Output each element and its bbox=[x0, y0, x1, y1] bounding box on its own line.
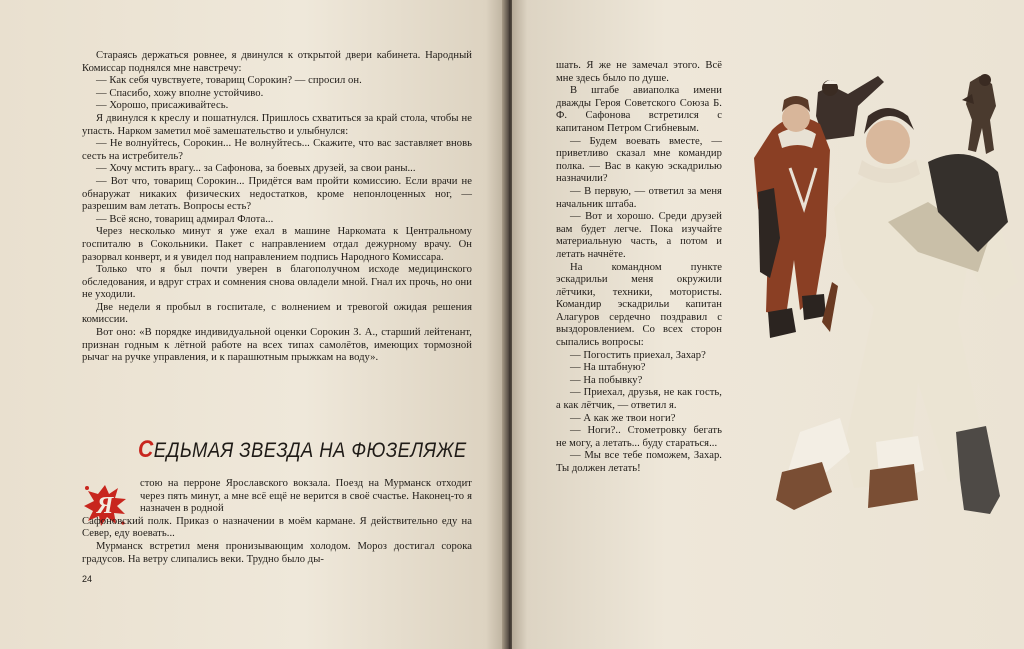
page-number: 24 bbox=[82, 574, 93, 584]
paragraph: — Вот что, товарищ Сорокин... Придётся вам пройти комиссию. Если врачи не обнаружат никаких физических недостатков, кроме непонлоценных ног, — разрешим вам летать. Вопросы есть? bbox=[82, 175, 472, 213]
chapter-heading-cap: С bbox=[138, 436, 154, 463]
chapter-heading bbox=[138, 436, 467, 464]
paragraph: На командном пункте эскадрильи меня окружили лётчики, техники, мотористы. Командир эскадрильи капитан Алагуров сердечно поздравил с выздоровлением. Со всех сторон сыпались вопросы: bbox=[556, 261, 722, 349]
paragraph: Стараясь держаться ровнее, я двинулся к открытой двери кабинета. Народный Комиссар поднялся мне навстречу: bbox=[82, 50, 472, 74]
paragraph: — Приехал, друзья, не как гость, а как лётчик, — ответил я. bbox=[556, 387, 722, 412]
paragraph: — В первую, — ответил за меня начальник штаба. bbox=[556, 185, 722, 210]
paragraph: — Ноги?.. Стометровку бегать не могу, а летать... буду стараться... bbox=[556, 425, 722, 449]
right-page-text bbox=[556, 60, 722, 476]
paragraph: — Как себя чувствуете, товарищ Сорокин? — спросил он. bbox=[96, 75, 362, 87]
paragraph: Сафоновский полк. Приказ о назначении в моём кармане. Я действительно еду на Север, еду воевать... bbox=[82, 515, 472, 540]
paragraph: Мурманск встретил меня пронизывающим холодом. Мороз достигал сорока градусов. На ветру слипались веки. Трудно было ды- bbox=[82, 540, 472, 565]
distant-pilot-figure bbox=[962, 74, 996, 154]
pilots-illustration bbox=[738, 72, 1024, 552]
paragraph: стою на перроне Ярославского вокзала. Поезд на Мурманск отходит через пять минут, а мне всё ещё не верится в своё счастье. Наконец-то я назначен в родной bbox=[140, 478, 472, 515]
chapter-heading-text: ЕДЬМАЯ ЗВЕЗДА НА ФЮЗЕЛЯЖЕ bbox=[153, 439, 467, 462]
paragraph: — Хорошо, присаживайтесь. bbox=[96, 100, 229, 112]
paragraph: — Будем воевать вместе, — приветливо сказал мне командир полка. — Вас в какую эскадрилью назначили? bbox=[556, 135, 722, 185]
paragraph: — На побывку? bbox=[570, 374, 643, 386]
drop-cap-letter: Я bbox=[96, 493, 114, 519]
paragraph: — Спасибо, хожу вполне устойчиво. bbox=[96, 87, 264, 99]
paragraph: В штабе авиаполка имени дважды Героя Советского Союза Б. Ф. Сафонова встретился с капитаном Петром Сгибневым. bbox=[556, 85, 722, 134]
paragraph: — А как же твои ноги? bbox=[570, 412, 676, 424]
paragraph: Через несколько минут я уже ехал в машине Наркомата к Центральному госпиталю в Сокольники. Пакет с направлением отдал дежурному врачу. Он разорвал конверт, и я увидел под направлением подпись Народного Комиссара. bbox=[82, 226, 472, 263]
paragraph: Только что я был почти уверен в благополучном исходе медицинского обследования, и вдруг страх и сомнения снова овладели мной. Гнал их прочь, но они не уходили. bbox=[82, 264, 472, 301]
paragraph: — Погостить приехал, Захар? bbox=[570, 349, 706, 361]
right-page bbox=[512, 0, 1024, 649]
brown-suit-pilot-figure bbox=[754, 96, 830, 338]
paragraph: — Хочу мстить врагу... за Сафонова, за боевых друзей, за свои раны... bbox=[96, 163, 416, 175]
paragraph: — Мы все тебе поможем, Захар. Ты должен летать! bbox=[556, 450, 722, 474]
paragraph: Вот оно: «В порядке индивидуальной оценки Сорокин З. А., старший лейтенант, признан годным к лётной работе на всех типах самолётов, имеющих тормозной рычаг на ручке управления, и к парашютным прыжкам на воду». bbox=[82, 327, 472, 364]
left-page-text bbox=[82, 50, 472, 365]
left-page bbox=[0, 0, 506, 649]
paragraph: — Не волнуйтесь, Сорокин... Не волнуйтесь... Скажите, что вас заставляет вновь сесть на истребитель? bbox=[82, 138, 472, 162]
paragraph: — Вот и хорошо. Среди друзей вам будет легче. Пока изучайте материальную часть, а потом и летать начнёте. bbox=[556, 211, 722, 260]
paragraph: Две недели я пробыл в госпитале, с волнением и тревогой ожидая решения комиссии. bbox=[82, 301, 472, 326]
paragraph: — Всё ясно, товарищ адмирал Флота... bbox=[96, 213, 274, 225]
paragraph: Я двинулся к креслу и пошатнулся. Пришлось схватиться за край стола, чтобы не упасть. Нарком заметил моё замешательство и улыбнулся: bbox=[82, 112, 472, 137]
chapter-text bbox=[82, 478, 472, 566]
paragraph: шать. Я же не замечал этого. Всё мне здесь было по душе. bbox=[556, 60, 722, 84]
paragraph: — На штабную? bbox=[570, 362, 646, 374]
